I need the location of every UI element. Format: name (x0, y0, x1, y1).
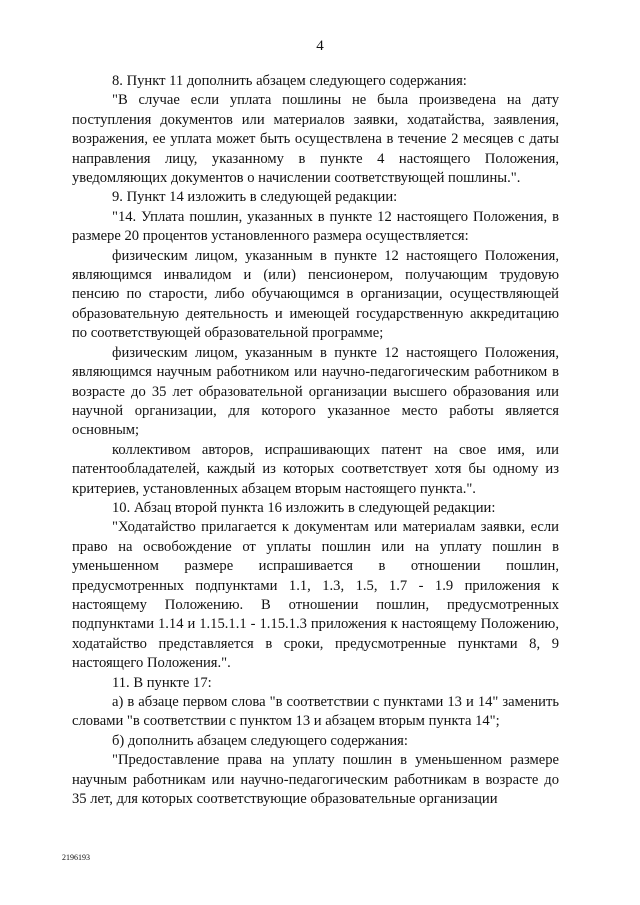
paragraph-item-10-text: "Ходатайство прилагается к документам или материалам заявки, если право на освобождение от уплаты пошлин или на уплату пошлин в уменьшенном размере испрашивается в отношении пошлин, предусмотренных подпунктами 1.1, 1.3, 1.5, 1.7 - 1.9 приложения к настоящему Положению. В отношении пошлин, предусмотренных подпунктами 1.14 и 1.15.1.1 - 1.15.1.3 приложения к настоящему Положению, ходатайство представляется в сроки, предусмотренные пунктами 8, 9 настоящего Положения.". (72, 519, 559, 672)
paragraph-item-10: 10. Абзац второй пункта 16 изложить в следующей редакции: (112, 499, 496, 516)
document-body (72, 72, 559, 809)
paragraph-item-9-text: "14. Уплата пошлин, указанных в пункте 12 настоящего Положения, в размере 20 процентов установленного размера осуществляется: (72, 208, 559, 245)
paragraph-item-11-b: б) дополнить абзацем следующего содержания: (112, 732, 408, 749)
paragraph-scientific-worker: физическим лицом, указанным в пункте 12 настоящего Положения, являющимся научным работником или научно-педагогическим работником в возрасте до 35 лет образовательной организации высшего образования или научной организации, для которого указанное место работы является основным; (72, 344, 559, 439)
paragraph-disabled-pensioner: физическим лицом, указанным в пункте 12 настоящего Положения, являющимся инвалидом и (или) пенсионером, получающим трудовую пенсию по старости, либо обучающимся в организации, осуществляющей образовательную деятельность и имеющей государственную аккредитацию по соответствующей образовательной программе; (72, 247, 559, 342)
paragraph-item-11-b-text: "Предоставление права на уплату пошлин в уменьшенном размере научным работникам или научно-педагогическим работникам в возрасте до 35 лет, для которых соответствующие образовательные организации (72, 752, 559, 808)
page-number: 4 (316, 38, 324, 54)
document-id: 2196193 (62, 853, 90, 862)
paragraph-item-11-a: а) в абзаце первом слова "в соответствии с пунктами 13 и 14" заменить словами "в соответствии с пунктом 13 и абзацем вторым пункта 14"; (72, 694, 559, 730)
paragraph-item-9: 9. Пункт 14 изложить в следующей редакции: (112, 189, 398, 206)
paragraph-item-8-text: "В случае если уплата пошлины не была произведена на дату поступления документов или материалов заявки, ходатайства, заявления, возражения, ее уплата может быть осуществлена в течение 2 месяцев с даты направления лицу, указанному в пункте 4 настоящего Положения, уведомляющих документов о начислении соответствующей пошлины.". (72, 92, 559, 187)
paragraph-item-11: 11. В пункте 17: (112, 674, 212, 691)
paragraph-item-8: 8. Пункт 11 дополнить абзацем следующего содержания: (112, 73, 467, 89)
paragraph-authors-collective: коллективом авторов, испрашивающих патент на свое имя, или патентообладателей, каждый из которых соответствует хотя бы одному из критериев, установленных абзацем вторым настоящего пункта.". (72, 441, 559, 497)
